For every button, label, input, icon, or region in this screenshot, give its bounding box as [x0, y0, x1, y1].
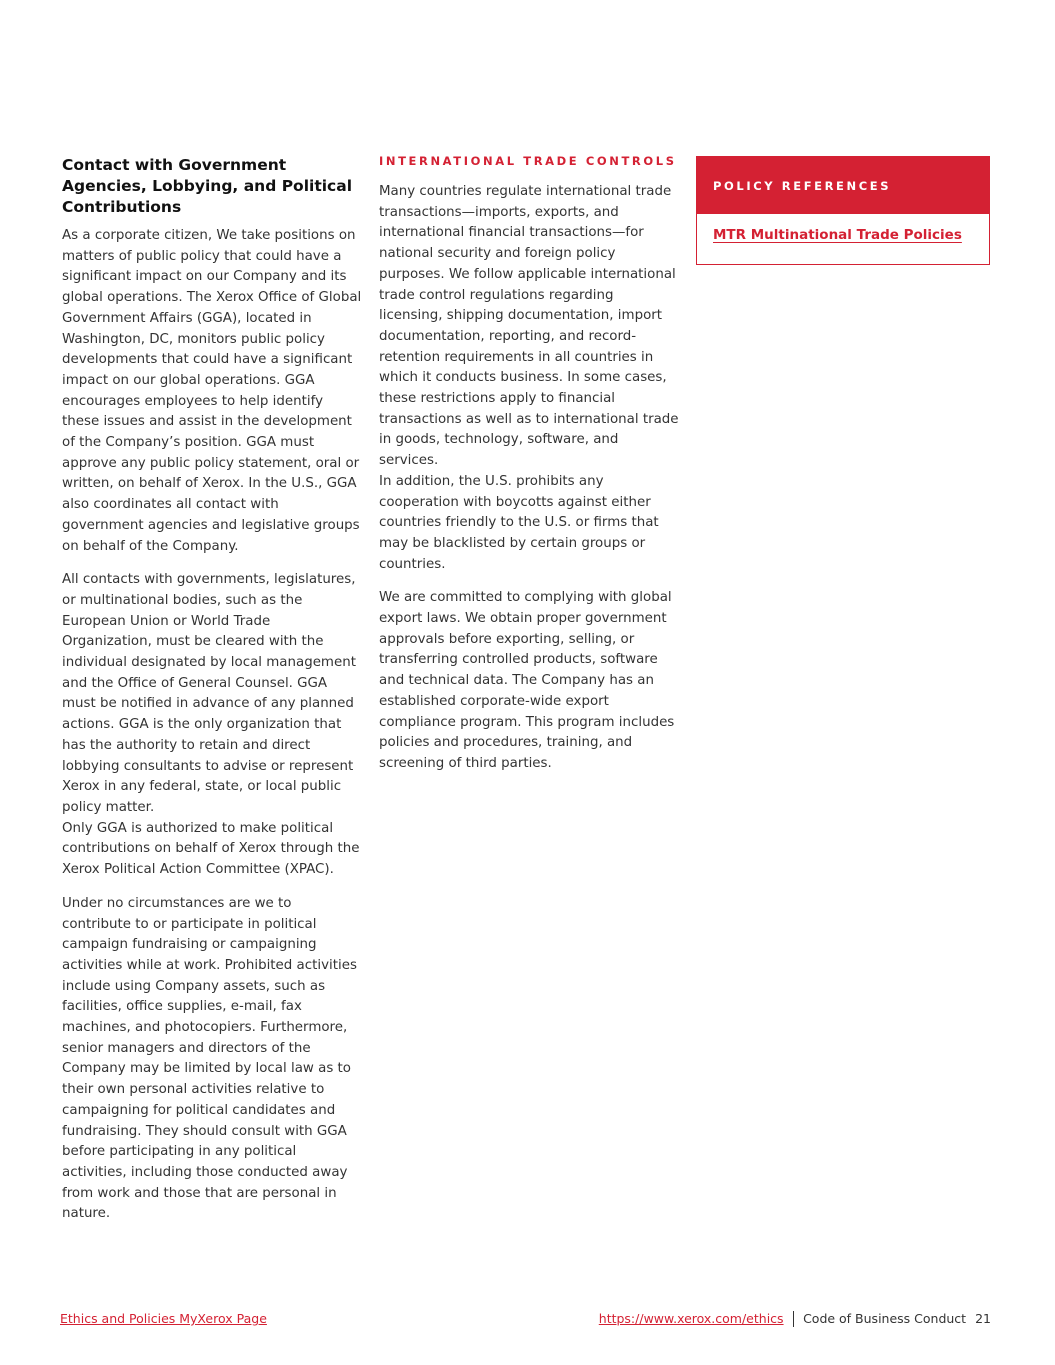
page-number: 21: [975, 1311, 991, 1326]
section-kicker: INTERNATIONAL TRADE CONTROLS: [379, 154, 677, 168]
footer-url-link[interactable]: https://www.xerox.com/ethics: [598, 1311, 784, 1326]
document-title: Code of Business Conduct: [803, 1311, 967, 1326]
policy-references-box: [696, 156, 990, 265]
section-heading: Contact with Government Agencies, Lobbying, and Political Contributions: [62, 156, 353, 216]
footer-divider: [793, 1311, 795, 1327]
footer-right: [599, 1310, 991, 1327]
paragraph: As a corporate citizen, We take positions on matters of public policy that could have a significant impact on our Company and its global operations. The Xerox Office of Global Government Affairs (GGA), located in Washington, DC, monitors public policy developments that could have a significant impact on our global operations. GGA encourages employees to help identify these issues and assist in the development of the Company’s position. GGA must approve any public policy statement, oral or written, on behalf of Xerox. In the U.S., GGA also coordinates all contact with government agencies and legislative groups on behalf of the Company.: [62, 228, 362, 554]
paragraph: Many countries regulate international trade transactions—imports, exports, and international financial transactions—for national security and foreign policy purposes. We follow applicable international trade control regulations regarding licensing, shipping documentation, import documentation, reporting, and record-retention requirements in all countries in which it conducts business. In some cases, these restrictions apply to financial transactions as well as to international trade in goods, technology, software, and services. In addition, the U.S. prohibits any cooperation with boycotts against either countries friendly to the U.S. or firms that may be blacklisted by certain groups or countries.: [379, 184, 679, 572]
paragraph: All contacts with governments, legislatures, or multinational bodies, such as the European Union or World Trade Organization, must be cleared with the individual designated by local management and the Office of General Counsel. GGA must be notified in advance of any planned actions. GGA is the only organization that has the authority to retain and direct lobbying consultants to advise or represent Xerox in any federal, state, or local public policy matter. Only GGA is authorized to make political contributions on behalf of Xerox through the Xerox Political Action Committee (XPAC).: [62, 572, 360, 878]
footer-ethics-link[interactable]: Ethics and Policies MyXerox Page: [60, 1311, 267, 1326]
paragraph: We are committed to complying with global export laws. We obtain proper government approvals before exporting, selling, or transferring controlled products, software and technical data. The Company has an established corporate-wide export compliance program. This program includes policies and procedures, training, and screening of third parties.: [379, 590, 675, 771]
policy-link[interactable]: MTR Multinational Trade Policies: [713, 227, 962, 243]
left-column: [62, 155, 362, 1238]
policy-references-title: POLICY REFERENCES: [697, 157, 989, 214]
paragraph: Under no circumstances are we to contribute to or participate in political campaign fundraising or campaigning activities while at work. Prohibited activities include using Company assets, such as facilities, office supplies, e-mail, fax machines, and photocopiers. Furthermore, senior managers and directors of the Company may be limited by local law as to their own personal activities relative to campaigning for political candidates and fundraising. They should consult with GGA before participating in any political activities, including those conducted away from work and those that are personal in nature.: [62, 895, 357, 1222]
middle-column: [379, 153, 679, 788]
